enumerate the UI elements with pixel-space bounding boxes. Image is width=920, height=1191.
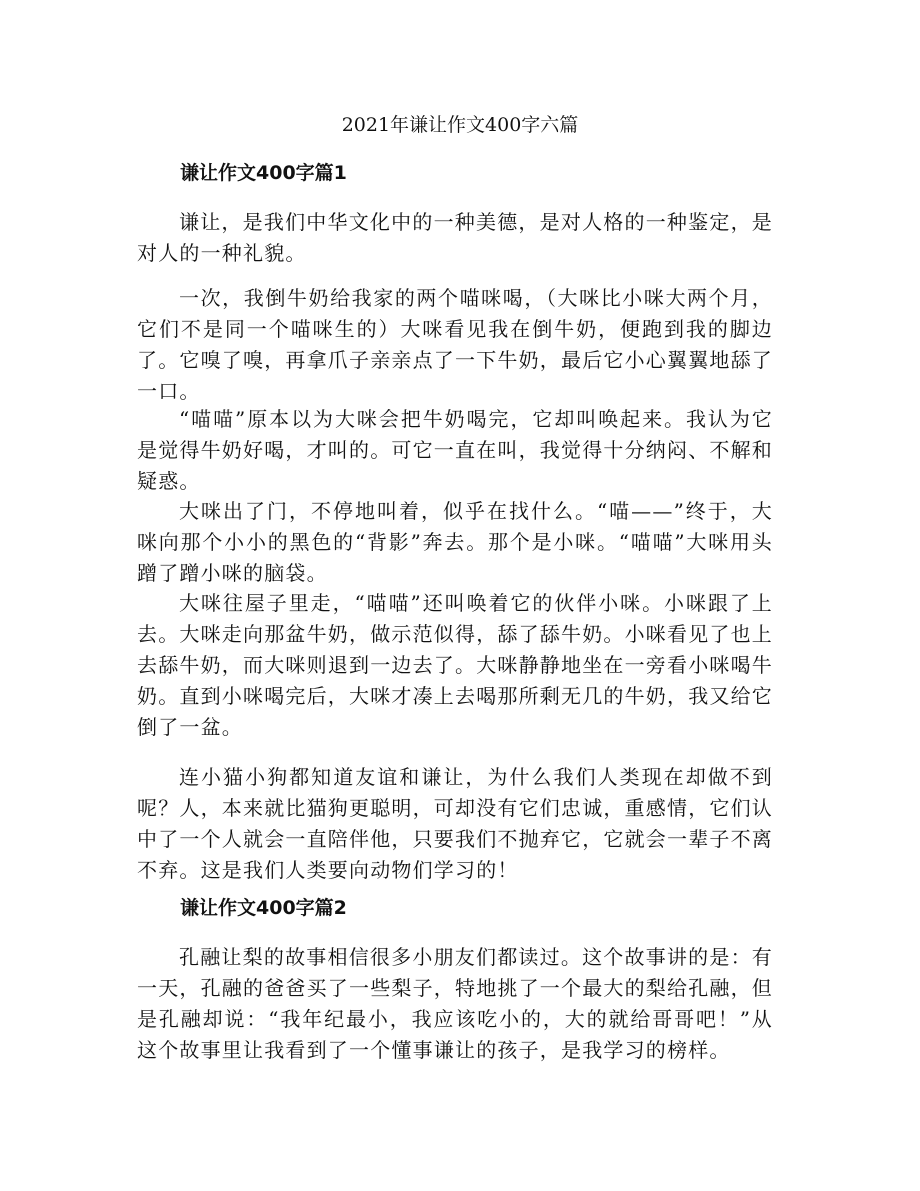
paragraph: 一次，我倒牛奶给我家的两个喵咪喝，（大咪比小咪大两个月，它们不是同一个喵咪生的）大咪看见我在倒牛奶，便跑到我的脚边了。它嗅了嗅，再拿爪子亲亲点了一下牛奶，最后它小心翼翼地舔了一口。	[137, 286, 773, 403]
paragraph: “喵喵”原本以为大咪会把牛奶喝完，它却叫唤起来。我认为它是觉得牛奶好喝，才叫的。可它一直在叫，我觉得十分纳闷、不解和疑惑。	[137, 407, 773, 493]
paragraph: 孔融让梨的故事相信很多小朋友们都读过。这个故事讲的是：有一天，孔融的爸爸买了一些梨子，特地挑了一个最大的梨给孔融，但是孔融却说：“我年纪最小，我应该吃小的，大的就给哥哥吧！”从这个故事里让我看到了一个懂事谦让的孩子，是我学习的榜样。	[137, 945, 773, 1062]
paragraph: 谦让，是我们中华文化中的一种美德，是对人格的一种鉴定，是对人的一种礼貌。	[137, 210, 773, 265]
section-heading-1: 谦让作文400字篇1	[180, 162, 347, 184]
paragraph: 大咪出了门，不停地叫着，似乎在找什么。“喵——”终于，大咪向那个小小的黑色的“背影”奔去。那个是小咪。“喵喵”大咪用头蹭了蹭小咪的脑袋。	[137, 499, 773, 585]
document-title: 2021年谦让作文400字六篇	[341, 114, 579, 136]
paragraph: 连小猫小狗都知道友谊和谦让，为什么我们人类现在却做不到呢？人，本来就比猫狗更聪明，可却没有它们忠诚，重感情，它们认中了一个人就会一直陪伴他，只要我们不抛弃它，它就会一辈子不离不弃。这是我们人类要向动物们学习的！	[137, 765, 773, 882]
section-heading-2: 谦让作文400字篇2	[180, 897, 347, 919]
paragraph: 大咪往屋子里走，“喵喵”还叫唤着它的伙伴小咪。小咪跟了上去。大咪走向那盆牛奶，做示范似得，舔了舔牛奶。小咪看见了也上去舔牛奶，而大咪则退到一边去了。大咪静静地坐在一旁看小咪喝牛奶。直到小咪喝完后，大咪才凑上去喝那所剩无几的牛奶，我又给它倒了一盆。	[137, 591, 773, 739]
